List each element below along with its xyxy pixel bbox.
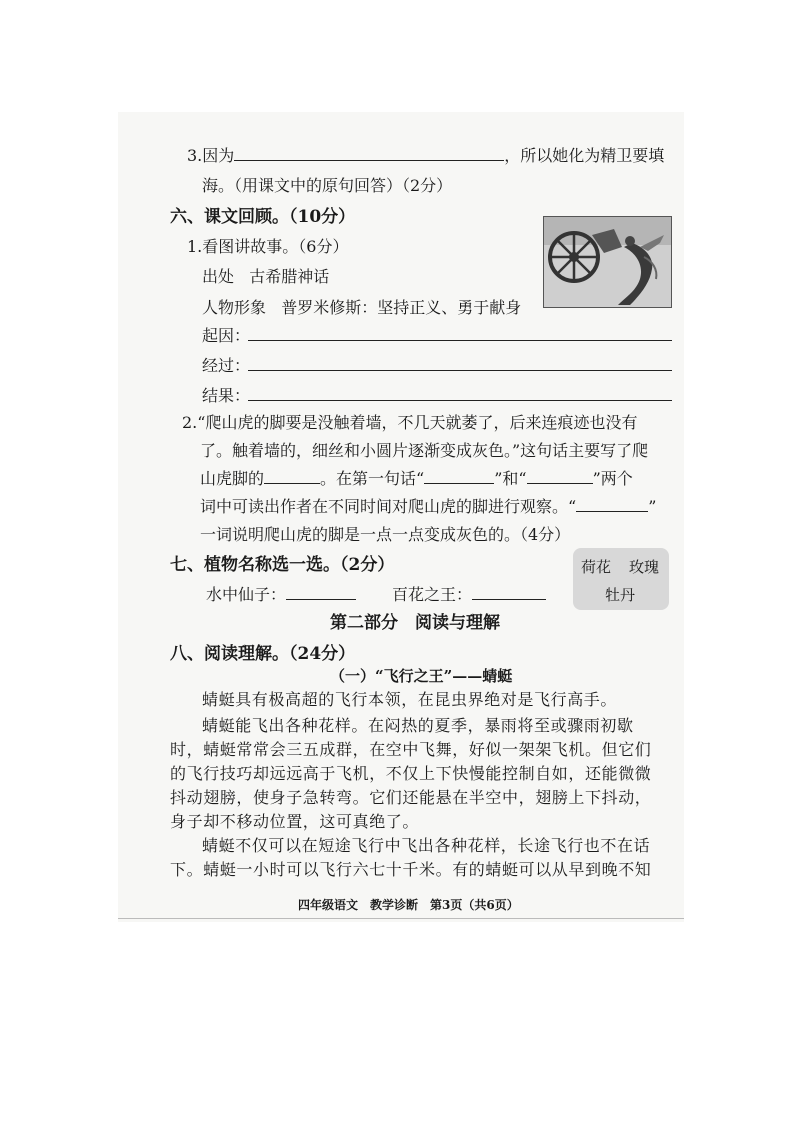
process-label: 经过：: [202, 356, 251, 375]
source-label: 出处: [202, 267, 235, 286]
blank-foot-feature[interactable]: [264, 469, 320, 484]
q3-prefix: 因为: [202, 146, 235, 165]
q6-2-line4: [200, 497, 656, 517]
result-answer-line[interactable]: [248, 400, 672, 401]
figure-label: 人物形象: [202, 298, 267, 317]
passage-line-6: 身子却不移动位置，这可真绝了。: [170, 812, 420, 831]
plant-options-box: [573, 548, 669, 610]
q3-line1: [187, 146, 664, 166]
blank-word-2[interactable]: [527, 469, 593, 484]
q6-1-title: 1.看图讲故事。（6分）: [187, 237, 349, 256]
option-peony: 牡丹: [605, 586, 636, 604]
blank-word-3[interactable]: [576, 497, 648, 512]
option-lotus: 荷花: [581, 558, 612, 576]
source-value: 古希腊神话: [249, 267, 330, 286]
passage-line-2: 蜻蜓能飞出各种花样。在闷热的夏季，暴雨将至或骤雨初歇: [202, 716, 634, 735]
q3-number: 3.: [187, 146, 203, 165]
figure-value: 普罗米修斯：坚持正义、勇于献身: [281, 298, 522, 317]
passage-line-7: 蜻蜓不仅可以在短途飞行中飞出各种花样，长途飞行也不在话: [202, 836, 651, 855]
section7-title: 七、植物名称选一选。（2分）: [170, 555, 395, 575]
plant-item-2: [392, 585, 546, 605]
q6-2-line3: [200, 469, 633, 489]
q6-2-text-d: ”两个: [592, 469, 633, 488]
prometheus-illustration: [543, 216, 672, 308]
passage-line-4: 的飞行技巧却远远高于飞机，不仅上下快慢能控制自如，还能微微: [170, 764, 652, 783]
plant-item-1: [206, 585, 356, 605]
q6-2-text-e: 词中可读出作者在不同时间对爬山虎的脚进行观察。“: [200, 497, 577, 516]
cause-answer-line[interactable]: [248, 340, 672, 341]
plant-item-1-label: 水中仙子：: [206, 585, 287, 604]
section8-title: 八、阅读理解。（24分）: [170, 644, 356, 664]
q3-answer-blank[interactable]: [234, 146, 504, 161]
page-footer: 四年级语文 教学诊断 第3页（共6页）: [298, 898, 519, 912]
plant-item-1-blank[interactable]: [286, 585, 356, 600]
q3-line2: 海。（用课文中的原句回答）（2分）: [202, 176, 453, 195]
q6-2-text-f: ”: [648, 497, 657, 516]
result-label: 结果：: [202, 386, 251, 405]
page-bottom-edge: [118, 918, 684, 919]
plant-item-2-blank[interactable]: [472, 585, 546, 600]
passage-line-5: 抖动翅膀，使身子急转弯。它们还能悬在半空中，翅膀上下抖动，: [170, 788, 652, 807]
figure-row: [202, 298, 521, 318]
passage-line-8: 下。蜻蜓一小时可以飞行六七十千米。有的蜻蜓可以从早到晚不知: [170, 860, 652, 879]
q6-2-text-a: 山虎脚的: [200, 469, 265, 488]
process-answer-line[interactable]: [248, 370, 672, 371]
q6-2-line2: 了。触着墙的，细丝和小圆片逐渐变成灰色。”这句话主要写了爬: [200, 441, 649, 460]
cause-label: 起因：: [202, 326, 251, 345]
section6-title: 六、课文回顾。（10分）: [170, 207, 356, 227]
q6-2-text-c: ”和“: [494, 469, 527, 488]
q3-suffix: ，所以她化为精卫要填: [504, 146, 665, 165]
option-rose: 玫瑰: [629, 558, 660, 576]
passage-title: （一）“飞行之王”——蜻蜓: [330, 667, 513, 685]
passage-line-3: 时，蜻蜓常常会三五成群，在空中飞舞，好似一架架飞机。但它们: [170, 740, 652, 759]
prometheus-image: [544, 217, 671, 307]
part2-title: 第二部分 阅读与理解: [330, 613, 500, 633]
plant-item-2-label: 百花之王：: [392, 585, 473, 604]
q6-2-line1: 2.“爬山虎的脚要是没触着墙，不几天就萎了，后来连痕迹也没有: [182, 413, 638, 432]
q6-2-line5: 一词说明爬山虎的脚是一点一点变成灰色的。（4分）: [200, 525, 571, 544]
passage-line-1: 蜻蜓具有极高超的飞行本领，在昆虫界绝对是飞行高手。: [202, 690, 618, 709]
source-row: [202, 267, 329, 287]
q6-2-text-b: 。在第一句话“: [320, 469, 425, 488]
blank-word-1[interactable]: [424, 469, 494, 484]
